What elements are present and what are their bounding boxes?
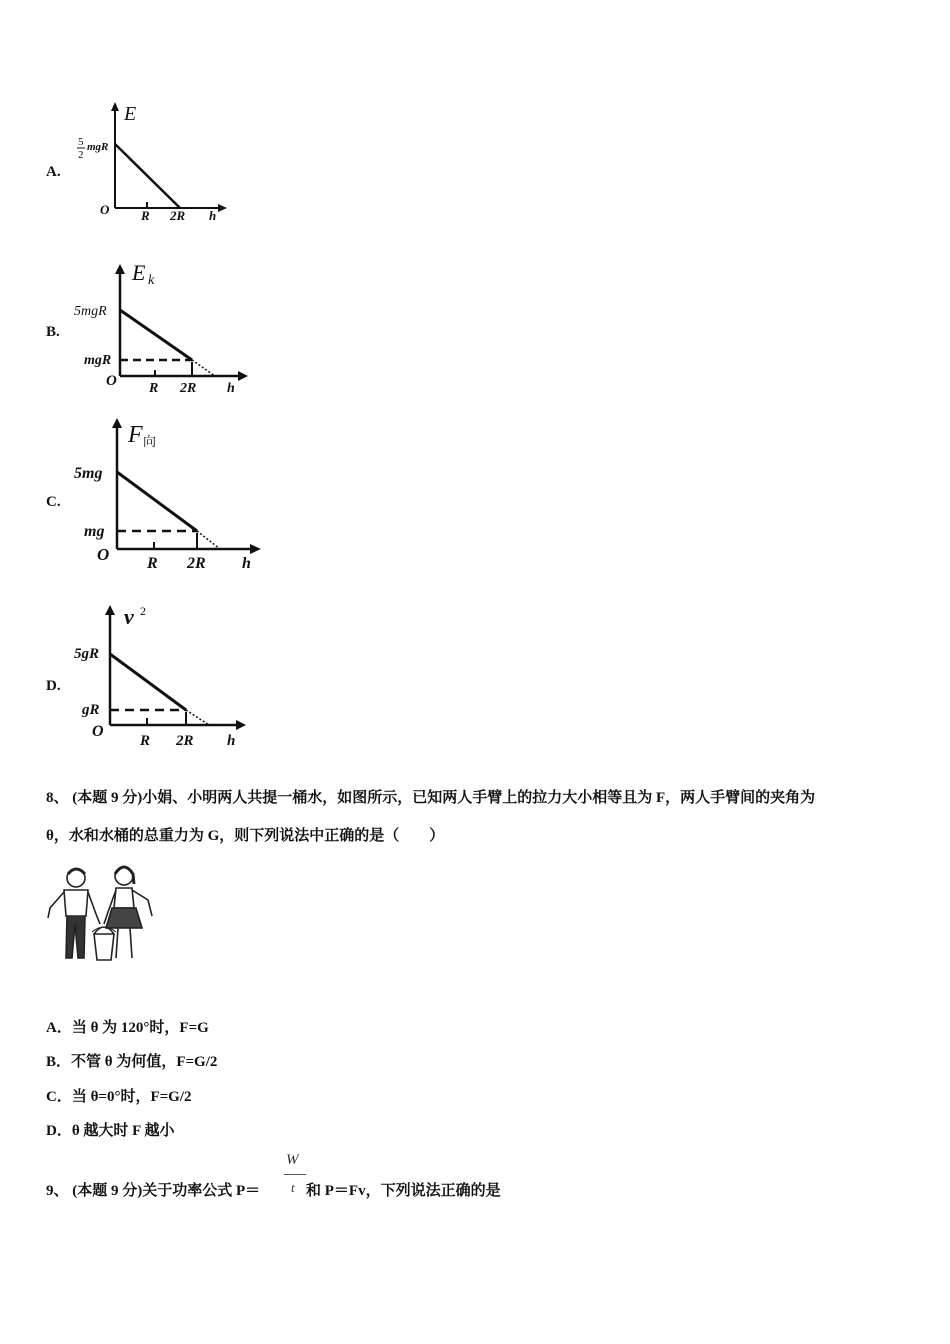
y-frac-num: 5 <box>78 136 84 148</box>
y-top-tick: 5gR <box>74 646 100 662</box>
energy-line <box>120 310 192 360</box>
x-axis-label: h <box>242 555 251 572</box>
y-axis-arrow <box>105 605 115 615</box>
graph-c <box>70 412 270 578</box>
y-top-tick: 5mg <box>74 465 103 482</box>
option-b-label: B. <box>46 324 60 340</box>
q8-text-line2: θ，水和水桶的总重力为 G，则下列说法中正确的是（ ） <box>46 828 445 844</box>
x-tick-r: R <box>140 733 151 749</box>
y-low-tick: mg <box>84 523 105 540</box>
force-line <box>117 472 197 531</box>
energy-line <box>115 144 180 208</box>
y-top-tick: mgR <box>87 141 109 153</box>
graph-a <box>70 98 240 230</box>
y-axis-sup: 2 <box>140 604 146 618</box>
x-axis-arrow <box>236 720 246 730</box>
y-axis-arrow <box>111 102 119 111</box>
y-low-tick: gR <box>82 702 100 718</box>
origin-label: O <box>97 545 110 564</box>
velocity-line <box>110 654 186 710</box>
q8-choice-b: B．不管 θ 为何值，F=G/2 <box>46 1054 218 1070</box>
y-axis-sub: k <box>148 273 155 288</box>
q8-choice-a: A．当 θ 为 120°时，F=G <box>46 1020 209 1036</box>
extrapolation-line <box>197 531 220 549</box>
x-axis-label: h <box>227 733 236 749</box>
origin-label: O <box>100 202 110 217</box>
origin-label: O <box>92 723 104 740</box>
q8-text-line1: 8、 (本题 9 分)小娟、小明两人共提一桶水，如图所示，已知两人手臂上的拉力大小相等且为 F，两人手臂间的夹角为 <box>46 790 816 806</box>
y-axis-label: F <box>128 422 143 448</box>
y-axis-label: E <box>132 260 146 285</box>
y-axis-label: v <box>124 604 134 629</box>
y-top-tick: 5mgR <box>74 304 107 319</box>
extrapolation-line <box>192 360 215 376</box>
x-axis-arrow <box>238 371 248 381</box>
option-d-label: D. <box>46 678 61 694</box>
q8-choice-d: D．θ 越大时 F 越小 <box>46 1123 175 1139</box>
y-frac-den: 2 <box>78 149 84 161</box>
x-tick-2r: 2R <box>180 381 197 396</box>
two-children-carrying-bucket-illustration <box>44 862 158 974</box>
q9-text-prefix: 9、 (本题 9 分)关于功率公式 P＝ <box>46 1183 261 1199</box>
x-tick-2r: 2R <box>187 555 206 572</box>
q9-fraction-numerator: W <box>286 1152 299 1168</box>
x-axis-label: h <box>209 208 217 223</box>
q9-text-suffix: 和 P＝Fv，下列说法正确的是 <box>306 1183 501 1199</box>
graph-b <box>70 258 255 400</box>
extrapolation-line <box>186 710 209 725</box>
x-tick-2r: 2R <box>176 733 194 749</box>
q8-choice-c: C．当 θ=0°时，F=G/2 <box>46 1089 192 1105</box>
x-axis-arrow <box>218 204 227 212</box>
x-tick-r: R <box>147 555 158 572</box>
y-axis-arrow <box>115 264 125 274</box>
x-axis-label: h <box>227 381 235 396</box>
y-axis-arrow <box>112 418 122 428</box>
graph-d <box>70 598 255 752</box>
x-tick-r: R <box>149 381 159 396</box>
y-axis-label: E <box>124 103 137 125</box>
option-c-label: C. <box>46 494 61 510</box>
y-axis-sub: 向 <box>143 434 157 449</box>
q9-fraction-bar <box>284 1174 306 1175</box>
x-tick-2r: 2R <box>170 208 186 223</box>
x-tick-r: R <box>141 208 150 223</box>
q9-fraction-denominator: t <box>291 1180 295 1195</box>
y-low-tick: mgR <box>84 353 112 368</box>
origin-label: O <box>106 373 117 389</box>
option-a-label: A. <box>46 164 61 180</box>
x-axis-arrow <box>250 544 261 554</box>
